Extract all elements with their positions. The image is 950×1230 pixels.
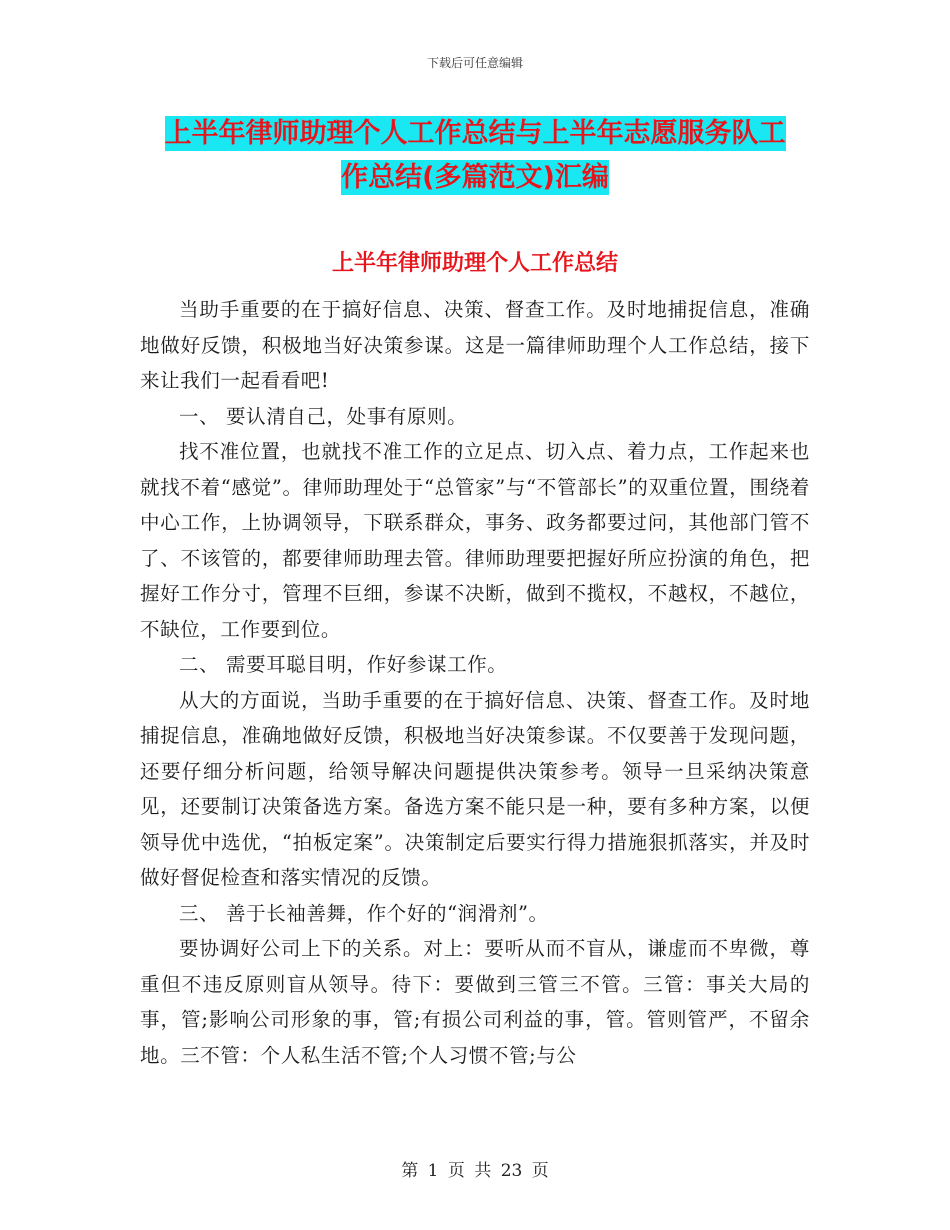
paragraph-point-2: 从大的方面说，当助手重要的在于搞好信息、决策、督查工作。及时地捕捉信息，准确地做好反馈，积极地当好决策参谋。不仅要善于发现问题，还要仔细分析问题，给领导解决问题提供决策参考。领导一旦采纳决策意见，还要制订决策备选方案。备选方案不能只是一种，要有多种方案，以便领导优中选优，“拍板定案”。决策制定后要实行得力措施狠抓落实，并及时做好督促检查和落实情况的反馈。	[140, 688, 810, 889]
paragraph-point-3: 要协调好公司上下的关系。对上：要听从而不盲从，谦虚而不卑微，尊重但不违反原则盲从领导。待下：要做到三管三不管。三管：事关大局的事，管;影响公司形象的事，管;有损公司利益的事，管。管则管严，不留余地。三不管：个人私生活不管;个人习惯不管;与公	[140, 937, 810, 1067]
heading-point-3: 三、 善于长袖善舞，作个好的“润滑剂”。	[179, 901, 549, 925]
header-note: 下载后可任意编辑	[426, 56, 523, 70]
heading-point-1: 一、 要认清自己，处事有原则。	[179, 404, 468, 428]
document-title-line-1: 上半年律师助理个人工作总结与上半年志愿服务队工	[164, 118, 786, 149]
paragraph-point-1: 找不准位置，也就找不准工作的立足点、切入点、着力点，工作起来也就找不着“感觉”。律师助理处于“总管家”与“不管部长”的双重位置，围绕着中心工作，上协调领导，下联系群众，事务、政务都要过问，其他部门管不了、不该管的，都要律师助理去管。律师助理要把握好所应扮演的角色，把握好工作分寸，管理不巨细，参谋不决断，做到不揽权，不越权，不越位，不缺位，工作要到位。	[140, 440, 810, 641]
paragraph-intro: 当助手重要的在于搞好信息、决策、督查工作。及时地捕捉信息，准确地做好反馈，积极地当好决策参谋。这是一篇律师助理个人工作总结，接下来让我们一起看看吧!	[140, 298, 810, 392]
document-title	[140, 112, 810, 200]
heading-point-2: 二、 需要耳聪目明，作好参谋工作。	[179, 653, 508, 676]
document-title-line-2: 作总结(多篇范文)汇编	[341, 162, 609, 193]
body-text	[140, 292, 810, 1073]
section-title: 上半年律师助理个人工作总结	[331, 251, 618, 276]
page-footer: 第 1 页 共 23 页	[401, 1161, 549, 1181]
